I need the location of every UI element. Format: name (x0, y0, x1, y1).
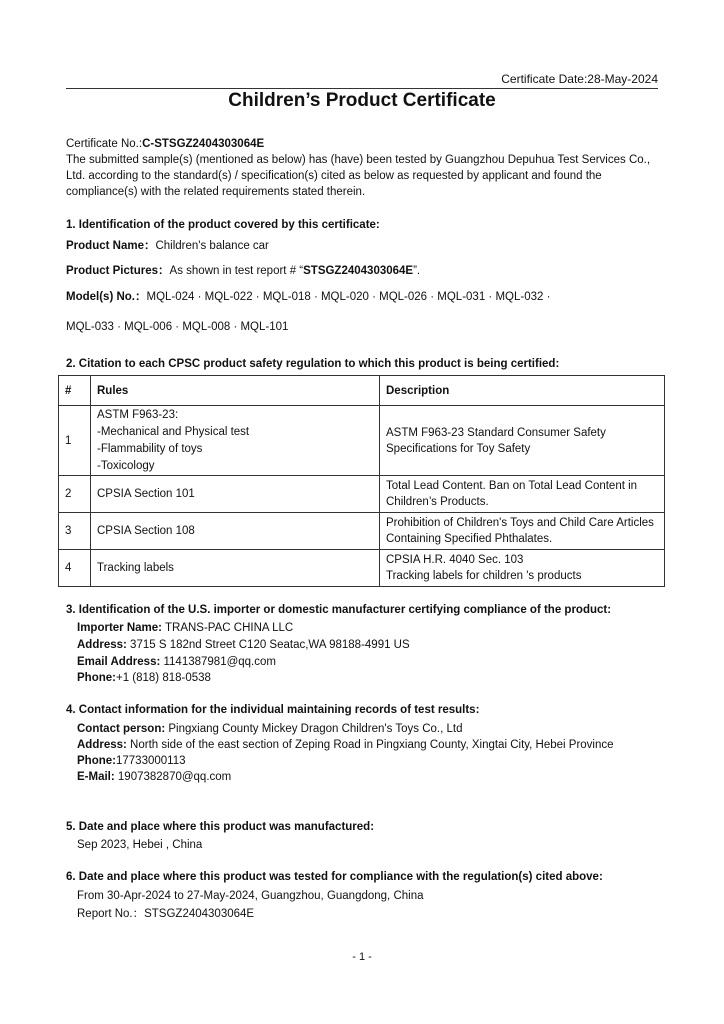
row-description (380, 513, 665, 550)
contact-email (77, 769, 231, 785)
importer-email-value: 1141387981@qq.com (160, 656, 276, 668)
importer-name-label: Importer Name: (77, 622, 162, 634)
section-1-heading: 1. Identification of the product covered by this certificate: (66, 219, 380, 231)
header-divider (66, 88, 658, 89)
certificate-number-label: Certificate No.: (66, 138, 143, 150)
importer-address-value: 3715 S 182nd Street C120 Seatac,WA 98188-4991 US (126, 639, 410, 651)
product-name-label: Product Name： (66, 240, 156, 252)
contact-person (77, 721, 462, 737)
row-rules (91, 406, 380, 476)
importer-name-value: TRANS-PAC CHINA LLC (162, 622, 294, 634)
section-3-heading: 3. Identification of the U.S. importer or domestic manufacturer certifying compliance of the product: (66, 604, 612, 616)
section-4-heading: 4. Contact information for the individual maintaining records of test results: (66, 704, 480, 716)
page-number: - 1 - (352, 951, 372, 963)
intro-line-2: Ltd. according to the standard(s) / specification(s) cited as below as requested by applicant and found the (66, 170, 602, 182)
regulations-table (58, 375, 665, 587)
intro-line-3: compliance(s) with the related requirements stated therein. (66, 186, 366, 198)
rule-line: -Toxicology (97, 459, 155, 472)
row-description (380, 406, 665, 476)
importer-email-label: Email Address: (77, 656, 161, 668)
contact-person-label: Contact person: (77, 723, 166, 735)
test-date-place: From 30-Apr-2024 to 27-May-2024, Guangzhou, Guangdong, China (77, 890, 424, 902)
desc-line: Prohibition of Children's Toys and Child Care Articles (386, 517, 654, 529)
row-number: 1 (59, 406, 91, 476)
report-number (77, 906, 254, 922)
product-name (66, 238, 269, 254)
product-name-value: Children's balance car (155, 240, 269, 252)
table-row (59, 513, 665, 550)
table-row (59, 476, 665, 513)
row-description (380, 550, 665, 587)
certificate-date: Certificate Date:28-May-2024 (501, 72, 658, 86)
importer-name (77, 620, 293, 636)
contact-phone-label: Phone: (77, 755, 116, 767)
col-header-rules: Rules (91, 376, 380, 406)
models-line-1 (66, 289, 550, 305)
row-number: 2 (59, 476, 91, 513)
models-value-1: MQL-024 · MQL-022 · MQL-018 · MQL-020 · MQL-026 · MQL-031 · MQL-032 · (146, 291, 551, 303)
desc-line: Containing Specified Phthalates. (386, 533, 553, 545)
contact-phone-value: 17733000113 (115, 755, 186, 767)
row-description (380, 476, 665, 513)
col-header-description: Description (380, 376, 665, 406)
row-rules: CPSIA Section 108 (91, 513, 380, 550)
desc-line: ASTM F963-23 Standard Consumer Safety (386, 426, 606, 439)
report-number-label: Report No.： (77, 908, 145, 920)
desc-line: Total Lead Content. Ban on Total Lead Content in (386, 480, 638, 492)
manufacture-date-place: Sep 2023, Hebei , China (77, 839, 203, 851)
product-pictures-text-pre: As shown in test report # “ (169, 265, 304, 277)
table-row (59, 406, 665, 476)
product-pictures-text-post: ”. (413, 265, 421, 277)
certificate-number-value: C-STSGZ2404303064E (142, 138, 265, 150)
contact-address-label: Address: (77, 739, 127, 751)
rule-line: -Flammability of toys (97, 442, 203, 455)
row-rules: CPSIA Section 101 (91, 476, 380, 513)
importer-phone-value: +1 (818) 818-0538 (115, 672, 211, 684)
section-6-heading: 6. Date and place where this product was tested for compliance with the regulation(s) cited above: (66, 871, 603, 883)
contact-address-value: North side of the east section of Zeping Road in Pingxiang County, Xingtai City, Hebei Province (126, 739, 614, 751)
intro-line-1: The submitted sample(s) (mentioned as below) has (have) been tested by Guangzhou Depuhua Test Services Co., (66, 154, 651, 166)
row-number: 4 (59, 550, 91, 587)
importer-address (77, 637, 410, 653)
contact-person-value: Pingxiang County Mickey Dragon Children's Toys Co., Ltd (165, 723, 463, 735)
importer-address-label: Address: (77, 639, 127, 651)
rule-line: -Mechanical and Physical test (97, 425, 250, 438)
product-pictures-report: STSGZ2404303064E (303, 265, 414, 277)
col-header-number: # (59, 376, 91, 406)
section-5-heading: 5. Date and place where this product was manufactured: (66, 821, 375, 833)
desc-line: Tracking labels for children 's products (386, 570, 582, 582)
contact-address (77, 737, 614, 753)
table-row (59, 550, 665, 587)
models-label: Model(s) No.： (66, 291, 147, 303)
contact-email-value: 1907382870@qq.com (114, 771, 232, 783)
row-rules: Tracking labels (91, 550, 380, 587)
report-number-value: STSGZ2404303064E (144, 908, 255, 920)
product-pictures (66, 263, 420, 279)
table-header-row (59, 376, 665, 406)
importer-phone (77, 670, 211, 686)
rule-line: ASTM F963-23: (97, 408, 179, 421)
desc-line: Specifications for Toy Safety (386, 442, 531, 455)
importer-phone-label: Phone: (77, 672, 116, 684)
certificate-number (66, 136, 264, 152)
row-number: 3 (59, 513, 91, 550)
contact-phone (77, 753, 185, 769)
importer-email (77, 654, 276, 670)
contact-email-label: E-Mail: (77, 771, 115, 783)
section-2-heading: 2. Citation to each CPSC product safety regulation to which this product is being certified: (66, 358, 560, 370)
desc-line: Children’s Products. (386, 496, 489, 508)
page-title: Children’s Product Certificate (228, 90, 496, 111)
desc-line: CPSIA H.R. 4040 Sec. 103 (386, 554, 524, 566)
models-line-2: MQL-033 · MQL-006 · MQL-008 · MQL-101 (66, 321, 289, 333)
product-pictures-label: Product Pictures： (66, 265, 170, 277)
